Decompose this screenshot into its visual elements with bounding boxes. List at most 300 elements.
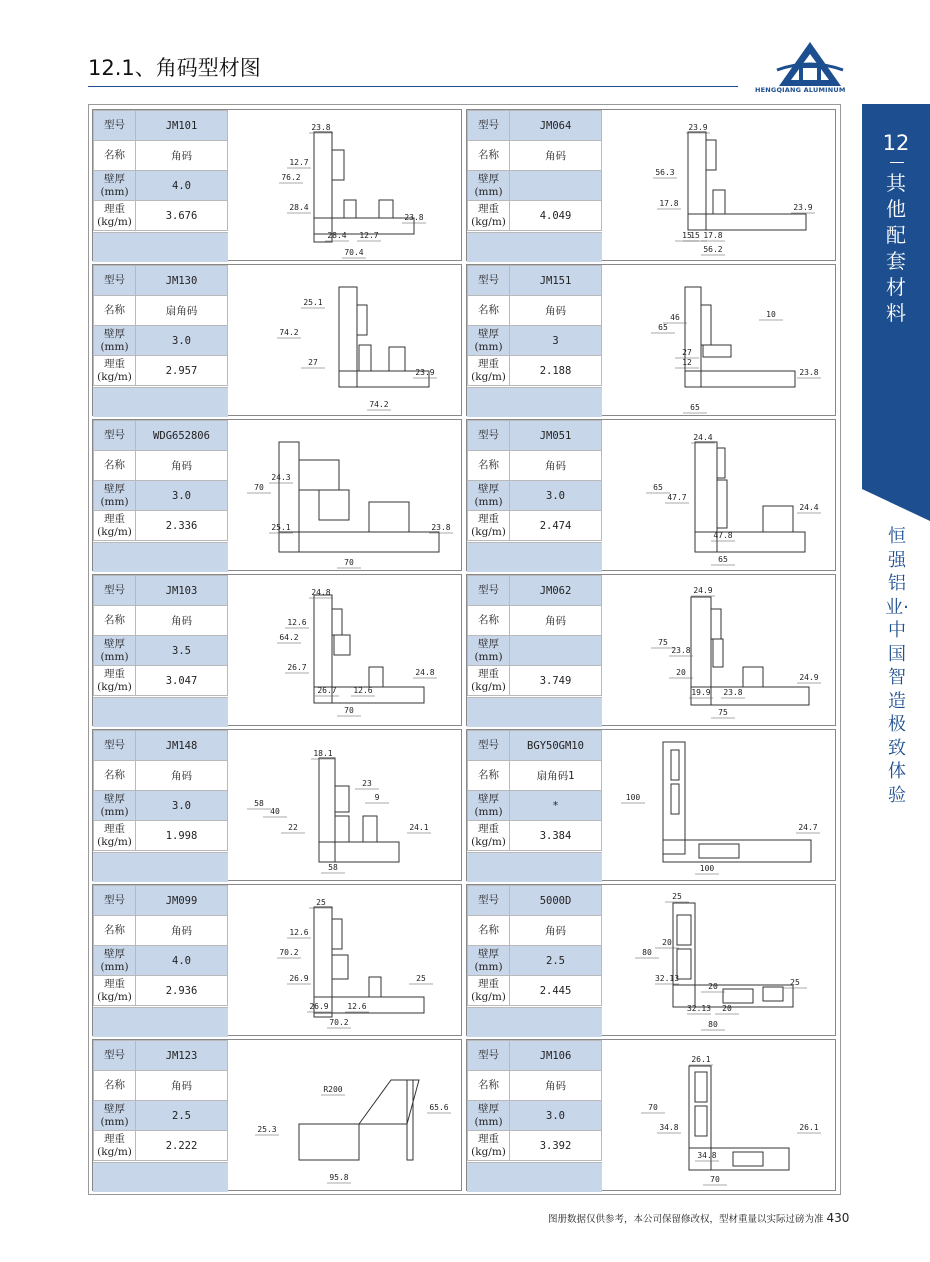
weight-label [94, 201, 136, 231]
spec-footer [93, 852, 228, 882]
thickness-label [94, 326, 136, 356]
name-value: 扇角码 [136, 296, 228, 326]
spec-table [467, 730, 602, 851]
weight-label-a: 理重 [478, 357, 499, 370]
thickness-label-a: 壁厚 [104, 637, 125, 650]
spec-footer [93, 1007, 228, 1037]
thickness-label [468, 946, 510, 976]
spec-table [467, 1040, 602, 1161]
name-label: 名称 [94, 1071, 136, 1101]
name-label: 名称 [94, 761, 136, 791]
dimension-label: 12.7 [289, 158, 309, 167]
profile-outline [685, 287, 795, 387]
name-label: 名称 [468, 451, 510, 481]
model-value: JM103 [136, 576, 228, 606]
thickness-label [94, 791, 136, 821]
thickness-value: 4.0 [136, 171, 228, 201]
dimension-label: 23 [362, 779, 372, 788]
weight-label [94, 1131, 136, 1161]
weight-label-b: (kg/m) [471, 525, 506, 538]
profile-drawing [603, 730, 837, 882]
thickness-value: 3.0 [136, 326, 228, 356]
profile-outline [695, 442, 805, 552]
dimension-label: 34.8 [659, 1123, 679, 1132]
model-label: 型号 [468, 731, 510, 761]
dimension-label: 25.1 [303, 298, 323, 307]
profile-drawing [603, 575, 837, 727]
dimension-label: 23.8 [404, 213, 424, 222]
dimension-label: 70.4 [344, 248, 364, 257]
dimension-label: 56.3 [655, 168, 675, 177]
weight-label-b: (kg/m) [97, 990, 132, 1003]
dimension-label: 25.1 [271, 523, 291, 532]
weight-label [468, 511, 510, 541]
dimension-label: 9 [374, 793, 380, 802]
weight-label-a: 理重 [104, 202, 125, 215]
weight-label-a: 理重 [478, 822, 499, 835]
profile-card [466, 729, 836, 881]
spec-table [467, 575, 602, 696]
dimension-label: 65 [658, 323, 668, 332]
dimension-label: 65.6 [429, 1103, 449, 1112]
model-value: JM148 [136, 731, 228, 761]
name-value: 角码 [510, 451, 602, 481]
thickness-value [510, 171, 602, 201]
dimension-label: 56.2 [703, 245, 723, 254]
name-value: 扇角码1 [510, 761, 602, 791]
dimension-label: 28.4 [289, 203, 309, 212]
profile-outline [314, 907, 424, 1017]
thickness-label-b: (mm) [100, 805, 129, 818]
dimension-label: 24.9 [799, 673, 819, 682]
weight-label-b: (kg/m) [471, 835, 506, 848]
profile-card [466, 264, 836, 416]
spec-footer [467, 387, 602, 417]
brand-name: HENGQIANG ALUMINUM [755, 86, 846, 94]
spec-footer [93, 542, 228, 572]
footer-disclaimer: 图册数据仅供参考，本公司保留修改权，型材重量以实际过磅为准 [548, 1214, 824, 1225]
thickness-label-a: 壁厚 [104, 1102, 125, 1115]
thickness-label [94, 946, 136, 976]
chapter-number-rule [890, 162, 904, 163]
dimension-label: 40 [270, 807, 280, 816]
weight-value: 3.384 [510, 821, 602, 851]
dimension-label: 24.4 [799, 503, 819, 512]
weight-value: 3.047 [136, 666, 228, 696]
model-label: 型号 [468, 111, 510, 141]
model-label: 型号 [94, 111, 136, 141]
dimension-label: 70 [254, 483, 264, 492]
dimension-label: 70 [344, 558, 354, 567]
dimension-label: 20 [722, 1004, 732, 1013]
thickness-label-a: 壁厚 [478, 947, 499, 960]
thickness-label-b: (mm) [474, 1115, 503, 1128]
thickness-value: 3.0 [136, 481, 228, 511]
dimension-label: 70 [710, 1175, 720, 1184]
thickness-label-b: (mm) [474, 340, 503, 353]
model-value: JM064 [510, 111, 602, 141]
model-value: JM123 [136, 1041, 228, 1071]
dimension-label: 100 [699, 864, 715, 873]
name-value: 角码 [510, 606, 602, 636]
profile-drawing [229, 885, 463, 1037]
dimension-label: 26.9 [289, 974, 309, 983]
profile-card [92, 1039, 462, 1191]
weight-value: 2.188 [510, 356, 602, 386]
name-label: 名称 [94, 606, 136, 636]
thickness-label-b: (mm) [474, 495, 503, 508]
dimension-label: 18.1 [313, 749, 333, 758]
model-label: 型号 [468, 886, 510, 916]
thickness-value: 4.0 [136, 946, 228, 976]
dimension-label: 20 [708, 982, 718, 991]
thickness-label-a: 壁厚 [478, 1102, 499, 1115]
thickness-value: 2.5 [510, 946, 602, 976]
profile-card [466, 884, 836, 1036]
dimension-label: 24.3 [271, 473, 291, 482]
dimension-label: 70.2 [329, 1018, 349, 1027]
dimension-label: 23.8 [311, 123, 331, 132]
weight-label-b: (kg/m) [97, 1145, 132, 1158]
dimension-label: 70.2 [279, 948, 299, 957]
spec-table [467, 885, 602, 1006]
profile-card [92, 419, 462, 571]
thickness-value: 3.0 [510, 481, 602, 511]
name-label: 名称 [94, 451, 136, 481]
name-value: 角码 [510, 296, 602, 326]
dimension-label: 12.7 [359, 231, 379, 240]
weight-value: 2.445 [510, 976, 602, 1006]
dimension-label: 70 [648, 1103, 658, 1112]
dimension-label: 58 [254, 799, 264, 808]
thickness-label [468, 1101, 510, 1131]
weight-label-a: 理重 [104, 977, 125, 990]
weight-label-a: 理重 [104, 512, 125, 525]
profile-outline [688, 132, 806, 230]
dimension-label: 23.8 [723, 688, 743, 697]
thickness-label-a: 壁厚 [104, 482, 125, 495]
model-label: 型号 [468, 576, 510, 606]
model-label: 型号 [94, 1041, 136, 1071]
spec-footer [93, 387, 228, 417]
weight-label [468, 1131, 510, 1161]
weight-value: 2.222 [136, 1131, 228, 1161]
weight-label-b: (kg/m) [97, 835, 132, 848]
thickness-label-b: (mm) [474, 650, 503, 663]
weight-value: 2.336 [136, 511, 228, 541]
dimension-label: 26.1 [691, 1055, 711, 1064]
profile-outline [673, 903, 793, 1007]
profile-drawing [229, 420, 463, 572]
model-label: 型号 [94, 731, 136, 761]
thickness-label [468, 481, 510, 511]
thickness-label [94, 636, 136, 666]
thickness-label-b: (mm) [474, 960, 503, 973]
profile-drawing [229, 575, 463, 727]
thickness-label-a: 壁厚 [478, 637, 499, 650]
weight-label-b: (kg/m) [471, 215, 506, 228]
dimension-label: 26.7 [317, 686, 337, 695]
thickness-label-b: (mm) [100, 960, 129, 973]
profile-card [92, 729, 462, 881]
profile-outline [663, 742, 811, 862]
profile-card [466, 109, 836, 261]
dimension-label: 32.13 [686, 1004, 712, 1013]
profile-card [466, 574, 836, 726]
profile-card [92, 574, 462, 726]
dimension-label: 12.6 [289, 928, 309, 937]
dimension-label: 27 [682, 348, 692, 357]
dimension-label: 20 [662, 938, 672, 947]
dimension-label: 47.7 [667, 493, 687, 502]
weight-value: 4.049 [510, 201, 602, 231]
weight-label [468, 356, 510, 386]
thickness-value [510, 636, 602, 666]
dimension-label: 26.7 [287, 663, 307, 672]
spec-footer [467, 1007, 602, 1037]
dimension-label: 23.9 [688, 123, 708, 132]
model-value: JM106 [510, 1041, 602, 1071]
weight-value: 3.676 [136, 201, 228, 231]
weight-label [468, 201, 510, 231]
spec-footer [467, 852, 602, 882]
model-label: 型号 [468, 1041, 510, 1071]
weight-label-a: 理重 [478, 1132, 499, 1145]
weight-label-b: (kg/m) [97, 525, 132, 538]
dimension-label: 25.3 [257, 1125, 277, 1134]
thickness-label-a: 壁厚 [478, 172, 499, 185]
name-label: 名称 [468, 296, 510, 326]
model-value: BGY50GM10 [510, 731, 602, 761]
dimension-label: 32.13 [654, 974, 680, 983]
weight-label-a: 理重 [104, 1132, 125, 1145]
name-label: 名称 [94, 296, 136, 326]
name-value: 角码 [510, 916, 602, 946]
dimension-label: 95.8 [329, 1173, 349, 1182]
profile-card [92, 109, 462, 261]
spec-footer [93, 697, 228, 727]
model-value: JM151 [510, 266, 602, 296]
dimension-label: 46 [670, 313, 680, 322]
dimension-label: 65 [653, 483, 663, 492]
name-value: 角码 [136, 141, 228, 171]
thickness-label [94, 481, 136, 511]
thickness-label-a: 壁厚 [478, 327, 499, 340]
thickness-label-a: 壁厚 [104, 947, 125, 960]
chapter-category: 其他配套材料 [886, 171, 906, 325]
thickness-label-a: 壁厚 [104, 327, 125, 340]
dimension-label: 74.2 [279, 328, 299, 337]
dimension-label: 80 [708, 1020, 718, 1029]
name-value: 角码 [510, 141, 602, 171]
profile-card [466, 419, 836, 571]
thickness-value: 3.0 [136, 791, 228, 821]
profile-card [92, 264, 462, 416]
weight-value: 2.474 [510, 511, 602, 541]
dimension-label: 25 [416, 974, 426, 983]
dimension-label: 80 [642, 948, 652, 957]
dimension-label: 19.9 [691, 688, 711, 697]
profile-outline [299, 1080, 419, 1160]
dimension-label: 20 [676, 668, 686, 677]
dimension-label: 74.2 [369, 400, 389, 409]
dimension-label: 25 [672, 892, 682, 901]
page-title: 12.1、角码型材图 [88, 56, 261, 80]
profile-outline [279, 442, 439, 552]
dimension-label: 22 [288, 823, 298, 832]
spec-table [467, 420, 602, 541]
thickness-label [468, 171, 510, 201]
model-label: 型号 [94, 886, 136, 916]
profile-drawing [603, 265, 837, 417]
model-value: JM051 [510, 421, 602, 451]
profile-drawing [603, 1040, 837, 1192]
weight-value: 1.998 [136, 821, 228, 851]
weight-label-a: 理重 [478, 667, 499, 680]
dimension-label: 25 [790, 978, 800, 987]
dimension-label: 34.8 [697, 1151, 717, 1160]
thickness-label [94, 171, 136, 201]
thickness-label [468, 326, 510, 356]
dimension-label: 17.8 [703, 231, 723, 240]
weight-label-b: (kg/m) [471, 680, 506, 693]
dimension-label: 75 [718, 708, 728, 717]
dimension-label: 12.6 [287, 618, 307, 627]
dimension-label: 23.8 [799, 368, 819, 377]
dimension-label: 64.2 [279, 633, 299, 642]
dimension-label: R200 [323, 1085, 343, 1094]
page-number: 430 [826, 1211, 850, 1225]
weight-label-b: (kg/m) [471, 370, 506, 383]
model-value: JM062 [510, 576, 602, 606]
weight-value: 3.392 [510, 1131, 602, 1161]
dimension-label: 25 [316, 898, 326, 907]
name-label: 名称 [468, 141, 510, 171]
spec-table [93, 575, 228, 696]
thickness-label-b: (mm) [100, 495, 129, 508]
spec-table [93, 885, 228, 1006]
thickness-label-b: (mm) [100, 185, 129, 198]
thickness-value: 3 [510, 326, 602, 356]
thickness-label-a: 壁厚 [104, 792, 125, 805]
profile-card [92, 884, 462, 1036]
dimension-label: 27 [308, 358, 318, 367]
company-logo-icon [775, 40, 845, 88]
spec-footer [467, 697, 602, 727]
weight-label-a: 理重 [104, 357, 125, 370]
brand-slogan: 恒强铝业·中国智造 极致体验 [885, 526, 909, 806]
profile-drawing [229, 730, 463, 882]
weight-label [94, 666, 136, 696]
dimension-label: 58 [328, 863, 338, 872]
dimension-label: 24.9 [693, 586, 713, 595]
dimension-label: 15 [682, 231, 692, 240]
spec-footer [467, 542, 602, 572]
name-label: 名称 [468, 916, 510, 946]
thickness-label-b: (mm) [100, 650, 129, 663]
weight-label [468, 666, 510, 696]
name-value: 角码 [510, 1071, 602, 1101]
dimension-label: 26.1 [799, 1123, 819, 1132]
dimension-label: 24.8 [311, 588, 331, 597]
model-value: 5000D [510, 886, 602, 916]
chapter-number: 12 [882, 131, 910, 155]
name-label: 名称 [94, 916, 136, 946]
profile-drawing [229, 265, 463, 417]
model-label: 型号 [94, 266, 136, 296]
name-value: 角码 [136, 761, 228, 791]
profile-card [466, 1039, 836, 1191]
dimension-label: 23.8 [431, 523, 451, 532]
dimension-label: 75 [658, 638, 668, 647]
dimension-label: 65 [718, 555, 728, 564]
name-value: 角码 [136, 606, 228, 636]
dimension-label: 12 [682, 358, 692, 367]
spec-table [467, 110, 602, 231]
weight-value: 3.749 [510, 666, 602, 696]
weight-label-a: 理重 [104, 667, 125, 680]
dimension-label: 100 [625, 793, 641, 802]
thickness-label-b: (mm) [100, 1115, 129, 1128]
dimension-label: 23.8 [671, 646, 691, 655]
weight-label-a: 理重 [478, 512, 499, 525]
thickness-label [468, 791, 510, 821]
model-label: 型号 [94, 421, 136, 451]
profile-outline [319, 758, 399, 862]
spec-footer [467, 232, 602, 262]
name-value: 角码 [136, 451, 228, 481]
spec-table [467, 265, 602, 386]
dimension-label: 12.6 [353, 686, 373, 695]
model-value: JM130 [136, 266, 228, 296]
name-label: 名称 [468, 606, 510, 636]
thickness-value: * [510, 791, 602, 821]
model-value: WDG652806 [136, 421, 228, 451]
weight-label-b: (kg/m) [471, 990, 506, 1003]
dimension-label: 24.1 [409, 823, 429, 832]
weight-label-a: 理重 [478, 977, 499, 990]
dimension-label: 23.9 [415, 368, 435, 377]
dimension-label: 47.8 [713, 531, 733, 540]
spec-table [93, 110, 228, 231]
spec-footer [93, 232, 228, 262]
weight-value: 2.936 [136, 976, 228, 1006]
dimension-label: 70 [344, 706, 354, 715]
footer-note [548, 1211, 849, 1225]
title-divider [88, 86, 738, 87]
spec-table [93, 1040, 228, 1161]
model-value: JM099 [136, 886, 228, 916]
dimension-label: 23.9 [793, 203, 813, 212]
weight-label [94, 356, 136, 386]
weight-label [94, 821, 136, 851]
thickness-label-b: (mm) [474, 805, 503, 818]
spec-table [93, 265, 228, 386]
thickness-value: 3.0 [510, 1101, 602, 1131]
thickness-value: 3.5 [136, 636, 228, 666]
dimension-label: 24.7 [798, 823, 818, 832]
model-value: JM101 [136, 111, 228, 141]
weight-value: 2.957 [136, 356, 228, 386]
dimension-label: 65 [690, 403, 700, 412]
dimension-label: 76.2 [281, 173, 301, 182]
thickness-value: 2.5 [136, 1101, 228, 1131]
weight-label-b: (kg/m) [97, 215, 132, 228]
model-label: 型号 [468, 266, 510, 296]
profile-drawing [603, 420, 837, 572]
weight-label-b: (kg/m) [471, 1145, 506, 1158]
thickness-label-b: (mm) [100, 340, 129, 353]
